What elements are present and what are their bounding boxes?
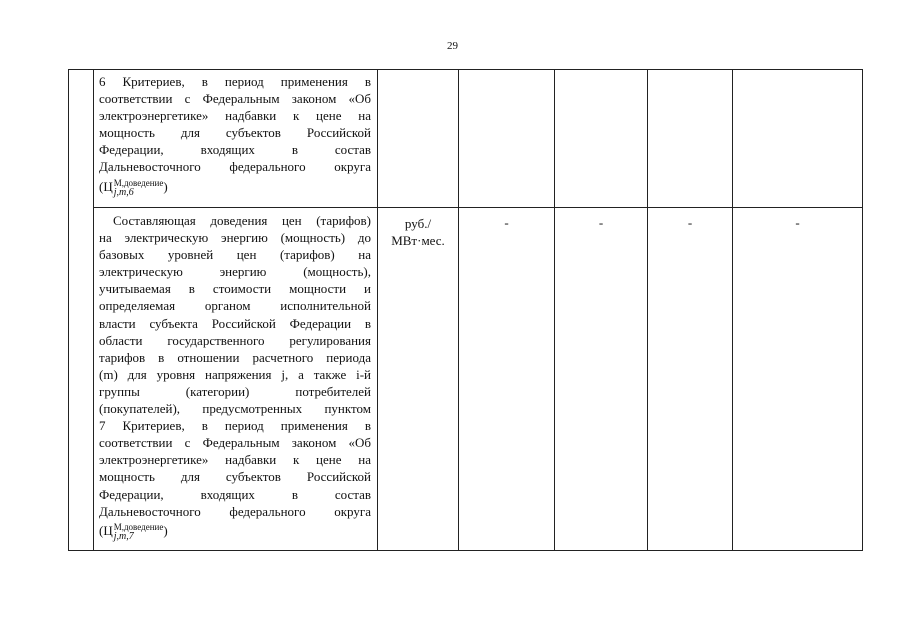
row2-value: - (504, 215, 509, 230)
table-border-right (862, 69, 863, 551)
row2-line: на электрическую энергию (мощность) до (99, 230, 371, 246)
column-divider (647, 69, 648, 551)
row1-line: Дальневосточного федерального округа (99, 159, 371, 175)
row2-line: определяемая органом исполнительной (99, 298, 371, 314)
table-border-left (68, 69, 69, 551)
row1-description (99, 73, 371, 197)
formula-close: ) (163, 178, 168, 194)
row1-formula (99, 178, 168, 197)
formula-open: (Ц (99, 522, 113, 538)
formula-superscript: М,доведение (113, 521, 164, 532)
column-divider (93, 69, 94, 551)
row2-line: (покупателей), предусмотренных пунктом (99, 401, 371, 417)
row2-line: Федерации, входящих в состав (99, 486, 371, 502)
row2-value: - (598, 215, 604, 230)
page-number: 29 (447, 40, 458, 52)
tariff-table (68, 69, 863, 551)
formula-subscript: j,m,7 (113, 530, 134, 542)
row2-line: соответствии с Федеральным законом «Об (99, 435, 371, 451)
row1-line: соответствии с Федеральным законом «Об (99, 91, 371, 107)
row2-line: Дальневосточного федерального округа (99, 503, 371, 519)
row2-line: группы (категории) потребителей (99, 383, 371, 399)
table-border-bottom (68, 550, 863, 551)
formula-subscript: j,m,6 (113, 186, 134, 198)
row2-line: базовых уровней цен (тарифов) на (99, 247, 371, 263)
row2-line: учитываемая в стоимости мощности и (99, 281, 371, 297)
row2-line: (m) для уровня напряжения j, а также i-й (99, 366, 371, 382)
row2-line: Составляющая доведения цен (тарифов) (113, 213, 371, 228)
formula-close: ) (163, 522, 168, 538)
formula-superscript: М,доведение (113, 177, 164, 188)
row1-line: мощность для субъектов Российской (99, 125, 371, 141)
row2-value: - (795, 215, 800, 230)
row-divider (93, 207, 863, 208)
row2-line: 7 Критериев, в период применения в (99, 418, 371, 434)
column-divider (377, 69, 378, 551)
row2-description (99, 212, 371, 541)
table-border-top (68, 69, 863, 70)
formula-open: (Ц (99, 178, 113, 194)
row2-line: мощность для субъектов Российской (99, 469, 371, 485)
row2-value: - (687, 215, 693, 230)
column-divider (458, 69, 459, 551)
row2-formula (99, 522, 168, 541)
row1-line: электроэнергетике» надбавки к цене на (99, 108, 371, 124)
row1-line: 6 Критериев, в период применения в (99, 74, 371, 89)
column-divider (554, 69, 555, 551)
row2-line: тарифов в отношении расчетного периода (99, 349, 371, 365)
row2-line: власти субъекта Российской Федерации в (99, 315, 371, 331)
row2-line: области государственного регулирования (99, 332, 371, 348)
row2-unit (380, 215, 456, 249)
row2-line: электрическую энергию (мощность), (99, 264, 371, 280)
unit-line: руб./ (404, 216, 432, 231)
row1-line: Федерации, входящих в состав (99, 142, 371, 158)
column-divider (732, 69, 733, 551)
row2-line: электроэнергетике» надбавки к цене на (99, 452, 371, 468)
unit-line: МВт·мес. (391, 233, 445, 248)
